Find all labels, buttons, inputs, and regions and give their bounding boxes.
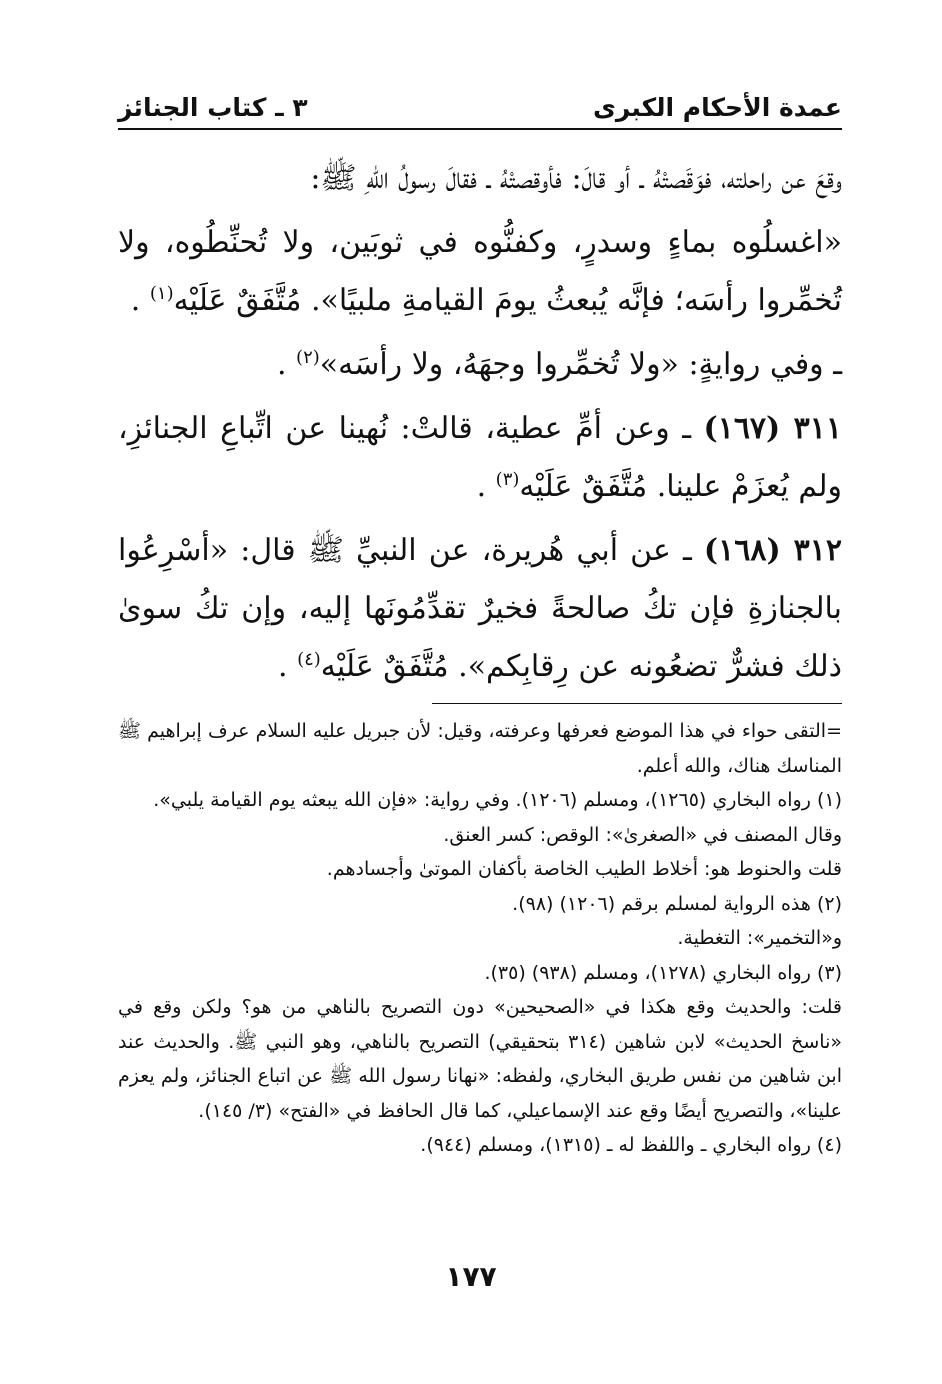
footnote: و«التخمير»: التغطية. [677, 927, 842, 949]
footnote: (٣) رواه البخاري (١٢٧٨)، ومسلم (٩٣٨) (٣٥). [484, 961, 842, 984]
book-title: عمدة الأحكام الكبرى [592, 93, 842, 122]
running-header [118, 88, 842, 122]
header-divider [118, 128, 842, 130]
hadith-paragraph: ٣١١ (١٦٧) ـ وعن أمِّ عطية، قالتْ: نُهينا عن اتِّباعِ الجنائزِ، ولم يُعزَمْ علينا. مُتَّفَقٌ عَلَيْه$^{(٣)}$ . [118, 411, 842, 504]
chapter-title: ٣ ـ كتاب الجنائز [118, 93, 308, 122]
hadith-number: ٣١٢ (١٦٨) [703, 533, 842, 568]
footnote: (١) رواه البخاري (١٢٦٥)، ومسلم (١٢٠٦). وفي رواية: «فإن الله يبعثه يوم القيامة يلبي». [153, 789, 842, 811]
footnote-ref: (٢) [296, 347, 320, 368]
main-paragraph: ـ وفي روايةٍ: «ولا تُخمِّروا وجهَهُ، ولا رأسَه»$^{(٢)}$ . [276, 347, 842, 382]
main-paragraph: وقعَ عن راحلته، فوَقَصتْهُ ـ أو قالَ: فأوقصتْهُ ـ فقالَ رسولُ اللهِ ﷺ: [310, 161, 842, 196]
footnote: (٤) رواه البخاري ـ واللفظ له ـ (١٣١٥)، ومسلم (٩٤٤). [420, 1134, 842, 1156]
footnote-ref: (٤) [297, 649, 321, 670]
main-text [118, 150, 842, 702]
footnote: وقال المصنف في «الصغرىٰ»: الوقص: كسر العنق. [443, 823, 842, 846]
hadith-number: ٣١١ (١٦٧) [703, 411, 842, 446]
footnote-ref: (١) [149, 283, 174, 304]
main-paragraph: «اغسلُوه بماءٍ وسدرٍ، وكفنُّوه في ثوبَين، ولا تُحنِّطُوه، ولا تُخمِّروا رأسَه؛ فإنَّه يُبعثُ يومَ القيامةِ ملبيًا». مُتَّفَقٌ عَلَيْه$^{(١)}$ . [118, 225, 842, 318]
footnote: (٢) هذه الرواية لمسلم برقم (١٢٠٦) (٩٨). [512, 892, 842, 915]
hadith-paragraph: ٣١٢ (١٦٨) ـ عن أبي هُريرة، عن النبيِّ ﷺ قال: «أسْرِعُوا بالجنازةِ فإن تكُ صالحةً فخيرٌ تقدِّمُونَها إليه، وإن تكُ سوىٰ ذلك فشرٌّ تضعُونه عن رِقابِكم». مُتَّفَقٌ عَلَيْه$^{(٤)}$ . [118, 533, 842, 684]
footnote-ref: (٣) [495, 469, 520, 490]
footnote: =التقى حواء في هذا الموضع فعرفها وعرفته، وقيل: لأن جبريل عليه السلام عرف إبراهيم ﷺ المناسك هناك، والله أعلم. [118, 720, 842, 777]
footnote: قلت: والحديث وقع هكذا في «الصحيحين» دون التصريح بالناهي من هو؟ ولكن وقع في «ناسخ الحديث» لابن شاهين (٣١٤ بتحقيقي) التصريح بالناهي، وهو النبي ﷺ. والحديث عند ابن شاهين من نفس طريق البخاري، ولفظه: «نهانا رسول الله ﷺ عن اتباع الجنائز، ولم يعزم علينا»، والتصريح أيضًا وقع عند الإسماعيلي، كما قال الحافظ في «الفتح» (٣/ ١٤٥). [118, 996, 842, 1122]
footnote: قلت والحنوط هو: أخلاط الطيب الخاصة بأكفان الموتىٰ وأجسادهم. [326, 858, 842, 880]
page-number: ١٧٧ [445, 1260, 497, 1293]
footnotes [118, 714, 842, 1163]
footnote-divider [432, 703, 842, 704]
